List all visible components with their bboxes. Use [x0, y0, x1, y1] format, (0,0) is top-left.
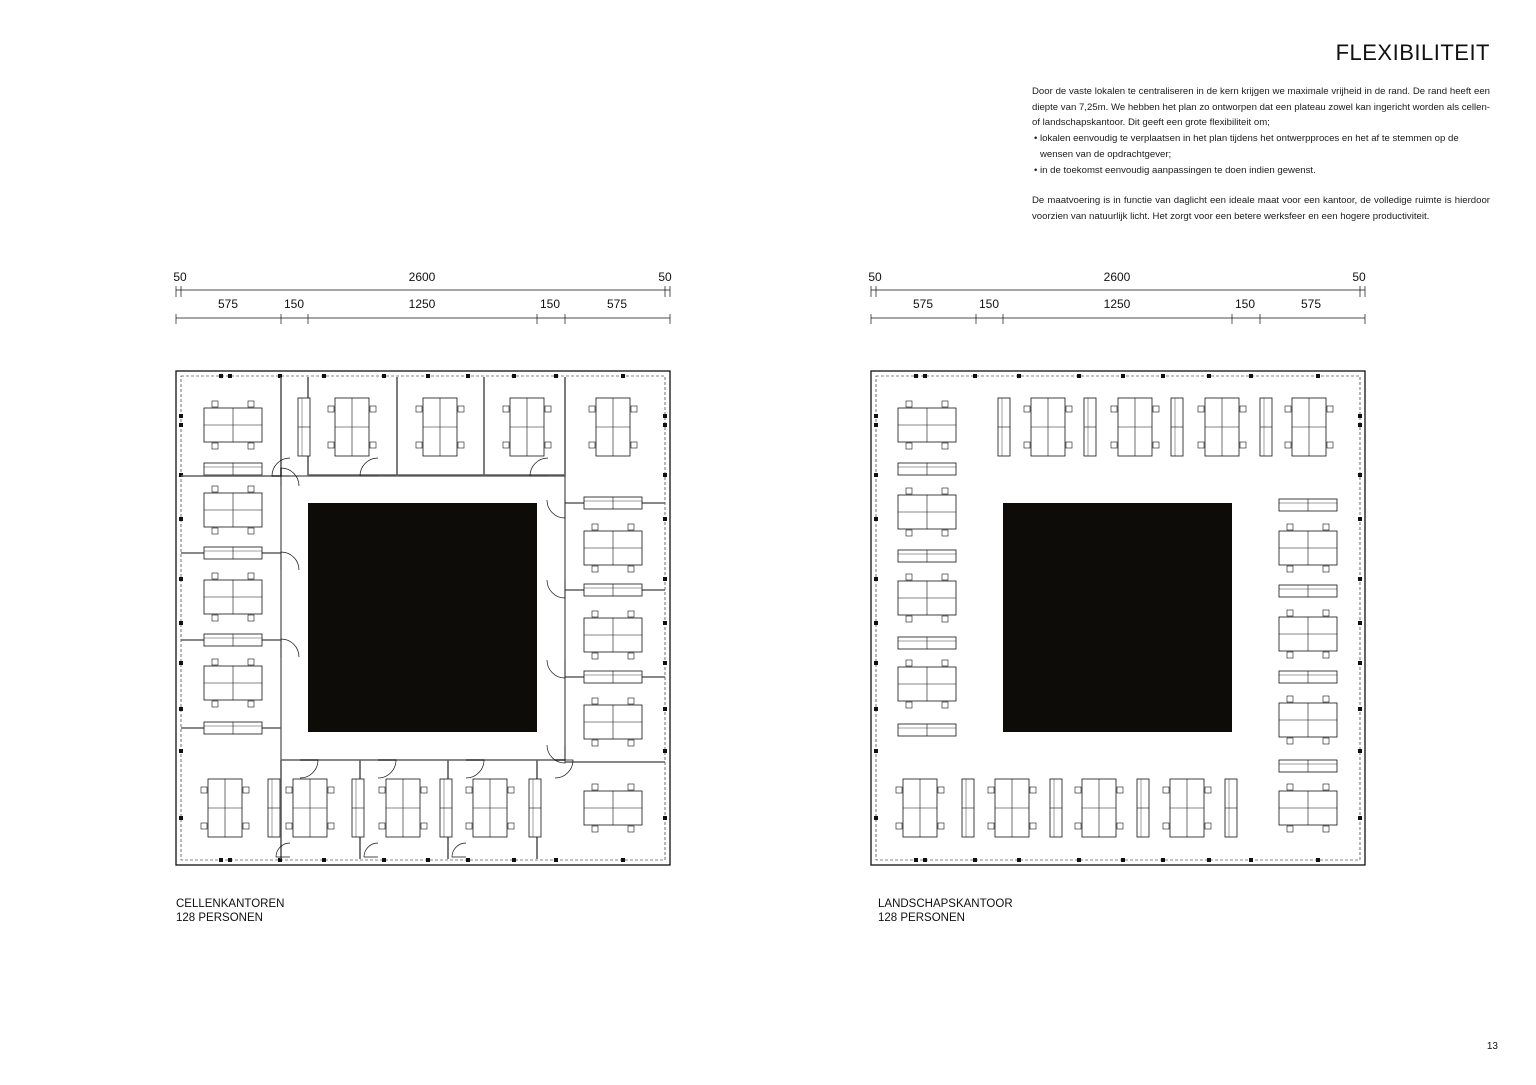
chair [906, 660, 912, 666]
dimension-label: 575 [1300, 297, 1322, 311]
chair [212, 401, 218, 407]
chair [628, 698, 634, 704]
floor-plan-landschapskantoor [865, 262, 1385, 882]
column-mark [179, 661, 183, 665]
chair [508, 823, 514, 829]
dimension-label: 2600 [1103, 270, 1131, 284]
column-mark [663, 577, 667, 581]
dimension-label: 50 [658, 270, 672, 284]
chair [906, 616, 912, 622]
column-mark [228, 858, 232, 862]
chair [212, 443, 218, 449]
chair [212, 573, 218, 579]
column-mark [554, 858, 558, 862]
chair [328, 787, 334, 793]
column-mark [512, 374, 516, 378]
chair [421, 823, 427, 829]
chair [631, 406, 637, 412]
dimension-label: 575 [912, 297, 934, 311]
chair [1198, 442, 1204, 448]
dimension-label: 2600 [408, 270, 436, 284]
chair [1287, 610, 1293, 616]
chair [212, 528, 218, 534]
column-mark [663, 414, 667, 418]
door-swing [530, 458, 548, 476]
chair [1153, 406, 1159, 412]
chair [248, 443, 254, 449]
column-mark [1358, 621, 1362, 625]
chair [1287, 784, 1293, 790]
column-mark [382, 858, 386, 862]
chair [942, 616, 948, 622]
chair [545, 406, 551, 412]
chair [328, 823, 334, 829]
column-mark [1077, 858, 1081, 862]
column-mark [663, 749, 667, 753]
column-mark [874, 621, 878, 625]
door-swing [378, 760, 396, 778]
chair [628, 740, 634, 746]
dimension-label: 50 [868, 270, 882, 284]
chair [628, 524, 634, 530]
column-mark [1207, 374, 1211, 378]
chair [938, 823, 944, 829]
chair [1117, 787, 1123, 793]
chair [1024, 442, 1030, 448]
dimension-label: 150 [1234, 297, 1256, 311]
chair [1205, 823, 1211, 829]
chair [592, 611, 598, 617]
chair [212, 659, 218, 665]
column-mark [874, 707, 878, 711]
chair [421, 787, 427, 793]
chair [988, 823, 994, 829]
chair [1323, 566, 1329, 572]
central-core [1003, 503, 1232, 732]
chair [201, 787, 207, 793]
intro-bullet-list [1032, 131, 1490, 178]
chair [212, 701, 218, 707]
chair [248, 701, 254, 707]
chair [1075, 823, 1081, 829]
chair [1030, 787, 1036, 793]
column-mark [179, 749, 183, 753]
chair [1024, 406, 1030, 412]
dimension-label: 150 [539, 297, 561, 311]
chair [212, 486, 218, 492]
column-mark [923, 374, 927, 378]
column-mark [1161, 374, 1165, 378]
chair [1163, 823, 1169, 829]
column-mark [466, 374, 470, 378]
column-mark [179, 707, 183, 711]
dimension-label: 575 [606, 297, 628, 311]
chair [1153, 442, 1159, 448]
caption-title: CELLENKANTOREN [176, 898, 285, 910]
chair [328, 406, 334, 412]
column-mark [1249, 374, 1253, 378]
chair [416, 406, 422, 412]
column-mark [554, 374, 558, 378]
column-mark [1358, 414, 1362, 418]
chair [1287, 524, 1293, 530]
chair [1066, 442, 1072, 448]
chair [906, 702, 912, 708]
column-mark [973, 858, 977, 862]
column-mark [874, 414, 878, 418]
chair [1327, 406, 1333, 412]
column-mark [874, 423, 878, 427]
column-mark [512, 858, 516, 862]
chair [906, 443, 912, 449]
chair [988, 787, 994, 793]
chair [1287, 738, 1293, 744]
caption-title: LANDSCHAPSKANTOOR [878, 898, 1013, 910]
chair [1075, 787, 1081, 793]
intro-paragraph-2: De maatvoering is in functie van daglicht een ideale maat voor een kantoor, de volledige ruimte is hierdoor voorzien van natuurlijk licht. Het zorgt voor een betere werksfeer en een hogere productiviteit. [1032, 195, 1490, 222]
door-swing [364, 843, 378, 857]
plan-caption-cellenkantoren [176, 897, 284, 925]
chair [906, 574, 912, 580]
column-mark [1358, 816, 1362, 820]
chair [592, 524, 598, 530]
column-mark [382, 374, 386, 378]
column-mark [1358, 577, 1362, 581]
column-mark [219, 858, 223, 862]
chair [1111, 406, 1117, 412]
column-mark [179, 423, 183, 427]
column-mark [1121, 858, 1125, 862]
intro-bullet: • lokalen eenvoudig te verplaatsen in het plan tijdens het ontwerpproces en het af te stemmen op de wensen van de opdrachtgever; [1032, 131, 1490, 162]
door-swing [276, 843, 290, 857]
column-mark [179, 816, 183, 820]
door-swing [452, 843, 466, 857]
chair [1323, 826, 1329, 832]
column-mark [621, 858, 625, 862]
dimension-label: 50 [173, 270, 187, 284]
door-swing [300, 760, 318, 778]
dimension-label: 575 [217, 297, 239, 311]
column-mark [1358, 517, 1362, 521]
column-mark [874, 473, 878, 477]
chair [1287, 826, 1293, 832]
chair [1240, 406, 1246, 412]
chair [942, 488, 948, 494]
column-mark [228, 374, 232, 378]
chair [370, 406, 376, 412]
chair [631, 442, 637, 448]
chair [379, 823, 385, 829]
column-mark [466, 858, 470, 862]
column-mark [1358, 749, 1362, 753]
column-mark [973, 374, 977, 378]
chair [1323, 652, 1329, 658]
chair [628, 611, 634, 617]
chair [1323, 610, 1329, 616]
caption-persons: 128 PERSONEN [176, 912, 263, 924]
chair [328, 442, 334, 448]
dimension-lines [868, 270, 1366, 311]
column-mark [663, 473, 667, 477]
chair [1287, 566, 1293, 572]
chair [592, 698, 598, 704]
chair [1030, 823, 1036, 829]
floor-plan-cellenkantoren [170, 262, 690, 882]
chair [592, 784, 598, 790]
column-mark [663, 816, 667, 820]
column-mark [1207, 858, 1211, 862]
chair [1287, 696, 1293, 702]
column-mark [179, 517, 183, 521]
chair [1117, 823, 1123, 829]
chair [248, 573, 254, 579]
chair [466, 787, 472, 793]
chair [942, 401, 948, 407]
column-mark [663, 517, 667, 521]
chair [1240, 442, 1246, 448]
dimension-label: 50 [1352, 270, 1366, 284]
chair [243, 787, 249, 793]
column-mark [219, 374, 223, 378]
caption-persons: 128 PERSONEN [878, 912, 965, 924]
chair [212, 615, 218, 621]
chair [628, 566, 634, 572]
column-mark [914, 374, 918, 378]
plan-caption-landschapskantoor [878, 897, 1013, 925]
chair [379, 787, 385, 793]
chair [416, 442, 422, 448]
column-mark [874, 661, 878, 665]
chair [201, 823, 207, 829]
chair [248, 615, 254, 621]
chair [592, 826, 598, 832]
chair [906, 401, 912, 407]
column-mark [663, 707, 667, 711]
column-mark [426, 374, 430, 378]
column-mark [1017, 858, 1021, 862]
chair [1323, 738, 1329, 744]
column-mark [621, 374, 625, 378]
dimension-lines [173, 270, 672, 311]
chair [248, 528, 254, 534]
door-swing [360, 458, 378, 476]
chair [896, 823, 902, 829]
chair [589, 442, 595, 448]
column-mark [914, 858, 918, 862]
column-mark [1121, 374, 1125, 378]
chair [248, 401, 254, 407]
column-mark [179, 621, 183, 625]
dimension-label: 150 [283, 297, 305, 311]
dimension-label: 1250 [1103, 297, 1131, 311]
chair [942, 574, 948, 580]
chair [628, 784, 634, 790]
chair [1285, 406, 1291, 412]
chair [248, 486, 254, 492]
column-mark [1358, 661, 1362, 665]
column-mark [1358, 473, 1362, 477]
chair [503, 406, 509, 412]
chair [589, 406, 595, 412]
column-mark [874, 816, 878, 820]
chair [458, 442, 464, 448]
column-mark [663, 661, 667, 665]
column-mark [179, 577, 183, 581]
chair [243, 823, 249, 829]
chair [942, 702, 948, 708]
chair [1327, 442, 1333, 448]
chair [1323, 696, 1329, 702]
column-mark [322, 374, 326, 378]
chair [286, 823, 292, 829]
chair [1287, 652, 1293, 658]
intro-text [1032, 84, 1490, 225]
central-core [308, 503, 537, 732]
column-mark [874, 749, 878, 753]
column-mark [874, 577, 878, 581]
chair [628, 653, 634, 659]
column-mark [1161, 858, 1165, 862]
intro-paragraph-1: Door de vaste lokalen te centraliseren in de kern krijgen we maximale vrijheid in de rand. De rand heeft een diepte van 7,25m. We hebben het plan zo ontworpen dat een plateau zowel kan ingericht worden als cellen- of landschapskantoor. Dit geeft een grote flexibiliteit om; [1032, 86, 1490, 129]
chair [592, 566, 598, 572]
dimension-label: 150 [978, 297, 1000, 311]
column-mark [179, 414, 183, 418]
column-mark [426, 858, 430, 862]
chair [545, 442, 551, 448]
chair [286, 787, 292, 793]
column-mark [1358, 707, 1362, 711]
column-mark [874, 517, 878, 521]
chair [906, 488, 912, 494]
chair [458, 406, 464, 412]
column-mark [322, 858, 326, 862]
column-mark [663, 621, 667, 625]
chair [466, 823, 472, 829]
chair [942, 660, 948, 666]
chair [628, 826, 634, 832]
chair [896, 787, 902, 793]
chair [1323, 784, 1329, 790]
chair [942, 530, 948, 536]
door-swing [466, 760, 484, 778]
chair [503, 442, 509, 448]
chair [508, 787, 514, 793]
column-mark [1077, 374, 1081, 378]
column-mark [663, 423, 667, 427]
chair [592, 740, 598, 746]
column-mark [1316, 858, 1320, 862]
dimension-label: 1250 [408, 297, 436, 311]
chair [1066, 406, 1072, 412]
chair [370, 442, 376, 448]
chair [248, 659, 254, 665]
column-mark [1316, 374, 1320, 378]
chair [942, 443, 948, 449]
chair [906, 530, 912, 536]
chair [1163, 787, 1169, 793]
chair [1323, 524, 1329, 530]
column-mark [923, 858, 927, 862]
chair [592, 653, 598, 659]
column-mark [1358, 423, 1362, 427]
column-mark [1249, 858, 1253, 862]
chair [1205, 787, 1211, 793]
column-mark [1017, 374, 1021, 378]
chair [1111, 442, 1117, 448]
chair [938, 787, 944, 793]
page-number: 13 [1486, 1041, 1498, 1052]
intro-bullet: • in de toekomst eenvoudig aanpassingen te doen indien gewenst. [1032, 163, 1490, 179]
page-title: FLEXIBILITEIT [1335, 40, 1490, 65]
chair [1285, 442, 1291, 448]
chair [1198, 406, 1204, 412]
